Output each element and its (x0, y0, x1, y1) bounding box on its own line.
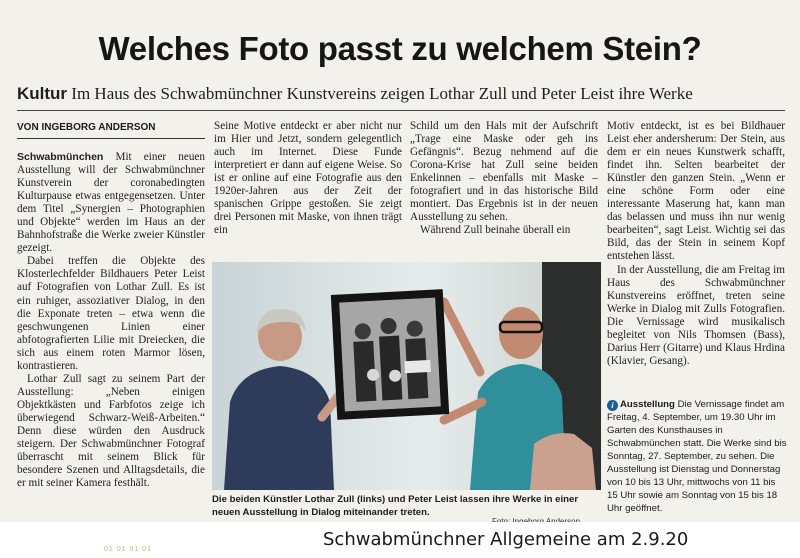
article-photo (212, 262, 601, 490)
person-left-body (224, 366, 334, 490)
column-4 (607, 120, 785, 368)
paragraph: Während Zull beinahe überall ein (420, 224, 571, 237)
paragraph (17, 151, 205, 255)
scan-stamp: 01 01 01 01 (104, 546, 152, 553)
dateline: Schwabmünchen (17, 151, 104, 163)
info-box (607, 398, 787, 515)
person-right-arm-high (444, 302, 480, 372)
subline (17, 84, 797, 104)
source-label: Schwabmünchner Allgemeine am 2.9.20 (323, 529, 689, 550)
paragraph: Schild um den Hals mit der Aufschrift „Trage eine Maske oder geh ins Gefängnis“. Bezug nehmend auf die Corona-Krise hat Zull seine beiden Enkelinnen – ebenfalls mit Maske – fotografiert und in das historische Bild montiert. Das Ergebnis ist in der neuen Ausstellung zu sehen. (410, 120, 598, 224)
divider (17, 138, 205, 139)
column-1 (17, 151, 205, 490)
info-label: Ausstellung (620, 399, 675, 410)
picture-frame (331, 289, 449, 420)
column-3 (410, 120, 598, 237)
byline: VON INGEBORG ANDERSON (17, 122, 156, 133)
column-2 (214, 120, 402, 237)
photo-caption: Die beiden Künstler Lothar Zull (links) und Peter Leist lassen ihre Werke in einer neuen Ausstellung in Dialog miteinander treten. (212, 494, 579, 518)
divider (17, 110, 785, 111)
subline-text: Im Haus des Schwabmünchner Kunstvereins zeigen Lothar Zull und Peter Leist ihre Werke (71, 84, 693, 103)
stone-sculpture (530, 433, 596, 490)
info-text: Die Vernissage findet am Freitag, 4. September, um 19.30 Uhr im Garten des Kunsthauses in Schwabmünchen statt. Die Werke sind bis Sonntag, 27. September, zu sehen. Die Ausstellung ist Dienstag und Donnerstag von 10 bis 13 Uhr, mittwochs von 11 bis 15 Uhr sowie am Sonntag von 15 bis 18 Uhr geöffnet. (607, 399, 787, 515)
ressort-label: Kultur (17, 84, 68, 103)
info-icon: i (607, 400, 618, 411)
framed-photograph (339, 298, 441, 412)
framed-photograph-scene (339, 298, 441, 412)
paragraph: Dabei treffen die Objekte des Klosterlechfelder Bildhauers Peter Leist auf Fotografien von Lothar Zull. Es ist ein ruhiger, assoziativer Dialog, in den die Exponate treten – etwa wenn die geschwungenen Linien einer abfotografierten Lilie mit Dreiecken, die sich aus einem roten Marmor lösen, kontrastieren. (17, 255, 205, 372)
paragraph: Lothar Zull sagt zu seinem Part der Ausstellung: „Neben einigen Objektkästen und Farbfotos zeige ich überwiegend Schwarz-Weiß-Arbeiten.“ Denn diese würden den Ausdruck steigern. Der Schwabmünchner Fotograf überrascht mit seinem Blick für besondere Szenen und Alltagsdetails, die er mit seiner Kamera festhält. (17, 372, 205, 490)
paragraph: In der Ausstellung, die am Freitag im Haus des Schwabmünchner Kunstvereins eröffnet, treten seine Werke in Dialog mit Zulls Fotografien. Die Vernissage wird musikalisch begleitet von Nils Thomsen (Bass), Darius Herr (Gitarre) und Klaus Hrdina (Klavier, Gesang). (607, 263, 785, 367)
paragraph: Motiv entdeckt, ist es bei Bildhauer Leist eher andersherum: Der Stein, aus dem er ein neues Kunstwerk schafft, findet ihn. Selten bearbeitet der Künstler den ganzen Stein. „Wenn er eine schöne Form oder eine interessante Maserung hat, kann man das belassen und muss ihn nur wenig bearbeiten“, sagt Leist. Wichtig sei das Bild, das der Stein in seinem Kopf entstehen lässt. (607, 120, 785, 263)
paragraph: Seine Motive entdeckt er aber nicht nur im Hier und Jetzt, sondern gelegentlich auch im Internet. Diese Funde interpretiert er dann auf eigene Weise. So ist er online auf eine Fotografie aus den 1920er-Jahren aus der Zeit der spanischen Grippe gestoßen. Sie zeigt drei Personen mit Maske, von ihnen trägt ein (214, 120, 402, 237)
headline: Welches Foto passt zu welchem Stein? (98, 30, 702, 67)
paragraph-text: Mit einer neuen Ausstellung will der Schwabmünchner Kunstverein der coronabedingten Kulturpause etwas entgegensetzen. Unter dem Titel „Synergien – Photographien und Objekte“ werden im Haus an der Bahnhofstraße die Werke zweier Künstler gezeigt. (17, 151, 205, 255)
